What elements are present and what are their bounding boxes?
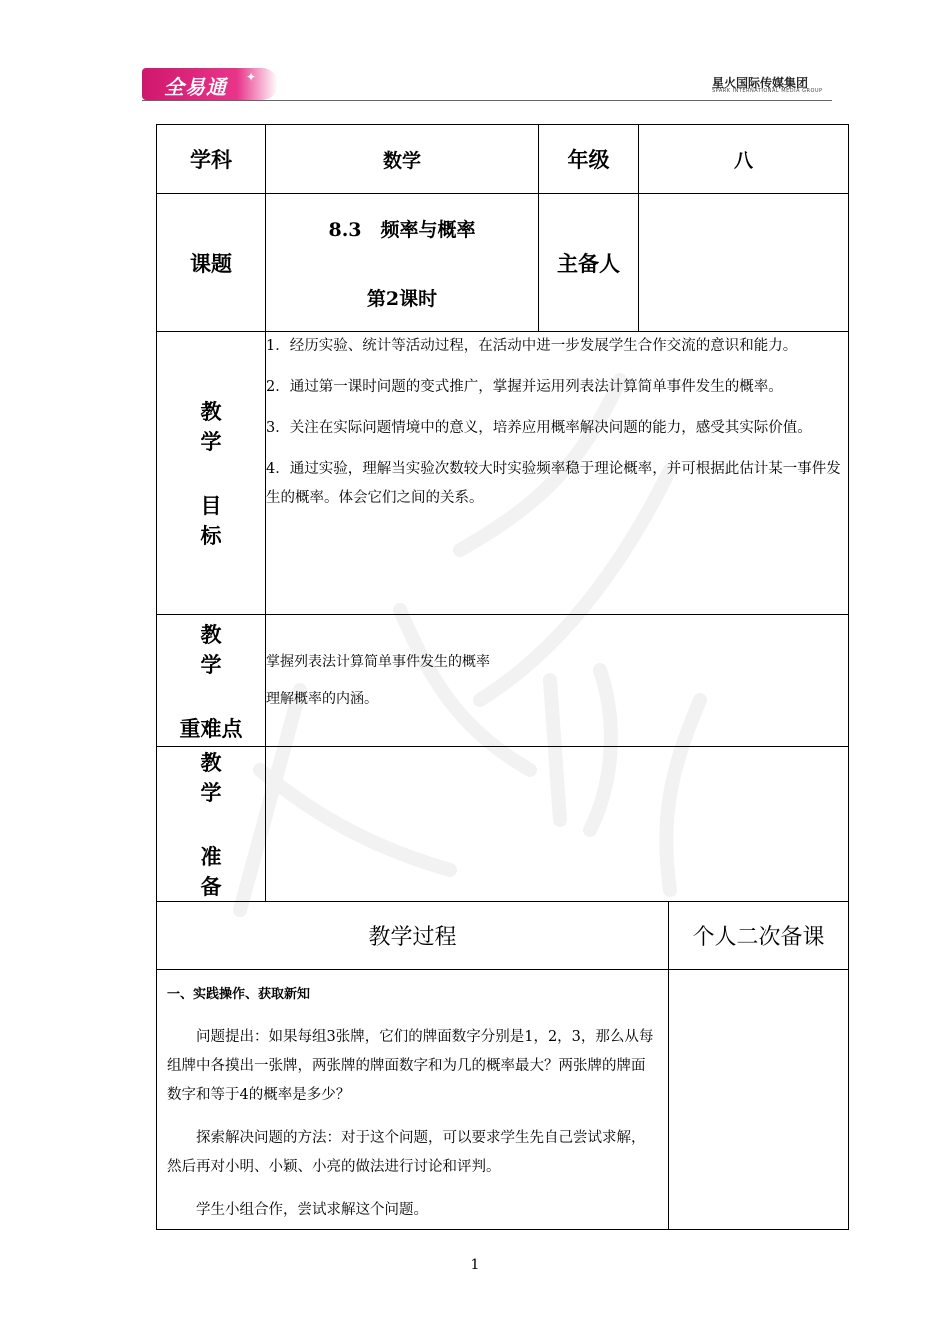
keypoint-item: 理解概率的内涵。 [266, 690, 378, 707]
objective-item: 3．关注在实际问题情境中的意义，培养应用概率解决问题的能力，感受其实际价值。 [266, 420, 812, 436]
grade-value: 八 [639, 125, 849, 194]
keypoints-label-line1: 教 学 [200, 622, 271, 677]
objective-item: 1．经历实验、统计等活动过程，在活动中进一步发展学生合作交流的意识和能力。 [266, 338, 798, 354]
preparer-value [639, 194, 849, 332]
keypoints-label-line2: 重难点 [179, 716, 243, 741]
objective-item: 4．通过实验，理解当实验次数较大时实验频率稳于理论概率，并可根据此估计某一事件发生的概率。体会它们之间的关系。 [266, 461, 841, 506]
logo [142, 68, 278, 100]
paragraph: 问题提出：如果每组3张牌，它们的牌面数字分别是1，2，3，那么从每组牌中各摸出一张牌，两张牌的牌面数字和为几的概率最大？两张牌的牌面数字和等于4的概率是多少？ [167, 1029, 654, 1103]
preparation-label-line2: 准 备 [200, 845, 271, 899]
objective-item: 2．通过第一课时问题的变式推广，掌握并运用列表法计算简单事件发生的概率。 [266, 379, 783, 395]
logo-text: 全易通 [164, 75, 227, 99]
objectives-label-line2: 目 标 [200, 494, 271, 548]
subject-row [157, 125, 849, 194]
paragraph: 学生小组合作，尝试求解这个问题。 [196, 1202, 428, 1218]
preparer-label: 主备人 [539, 194, 639, 332]
process-content-row [157, 970, 849, 1230]
paragraph: 探索解决问题的方法：对于这个问题，可以要求学生先自己尝试求解，然后再对小明、小颖、小亮的做法进行讨论和评判。 [167, 1130, 646, 1175]
brand-name-en: SPARK INTERNATIONAL MEDIA GROUP [712, 88, 823, 94]
keypoints-content [266, 615, 849, 747]
objectives-row [157, 332, 849, 615]
subject-value: 数学 [266, 125, 539, 194]
topic-title: 8.3 频率与概率 [328, 218, 476, 241]
process-header-row [157, 902, 849, 970]
preparation-label [157, 747, 271, 902]
grade-label: 年级 [539, 125, 639, 194]
objectives-content [266, 332, 849, 615]
page-number: 1 [470, 1257, 480, 1273]
keypoints-label [157, 615, 271, 747]
personal-prep-content [669, 970, 849, 1230]
topic-value [266, 194, 539, 332]
process-content [157, 970, 669, 1230]
topic-label: 课题 [157, 194, 266, 332]
preparation-row [157, 747, 849, 902]
keypoints-row [157, 615, 849, 747]
preparation-label-line1: 教 学 [200, 751, 271, 805]
topic-period: 第2课时 [366, 287, 438, 310]
lesson-plan-table [156, 124, 849, 1230]
objectives-label [157, 332, 271, 615]
brand-name: 星火国际传媒集团 [712, 76, 809, 90]
section-heading: 一、实践操作、获取新知 [167, 987, 311, 1002]
sparkle-icon: ✦ [246, 70, 257, 84]
objectives-label-line1: 教 学 [200, 400, 271, 454]
process-title: 教学过程 [157, 902, 669, 970]
header-divider [142, 100, 832, 101]
personal-prep-title: 个人二次备课 [669, 902, 849, 970]
preparation-content [266, 747, 849, 902]
keypoint-item: 掌握列表法计算简单事件发生的概率 [266, 653, 490, 670]
topic-row [157, 194, 849, 332]
subject-label: 学科 [157, 125, 266, 194]
